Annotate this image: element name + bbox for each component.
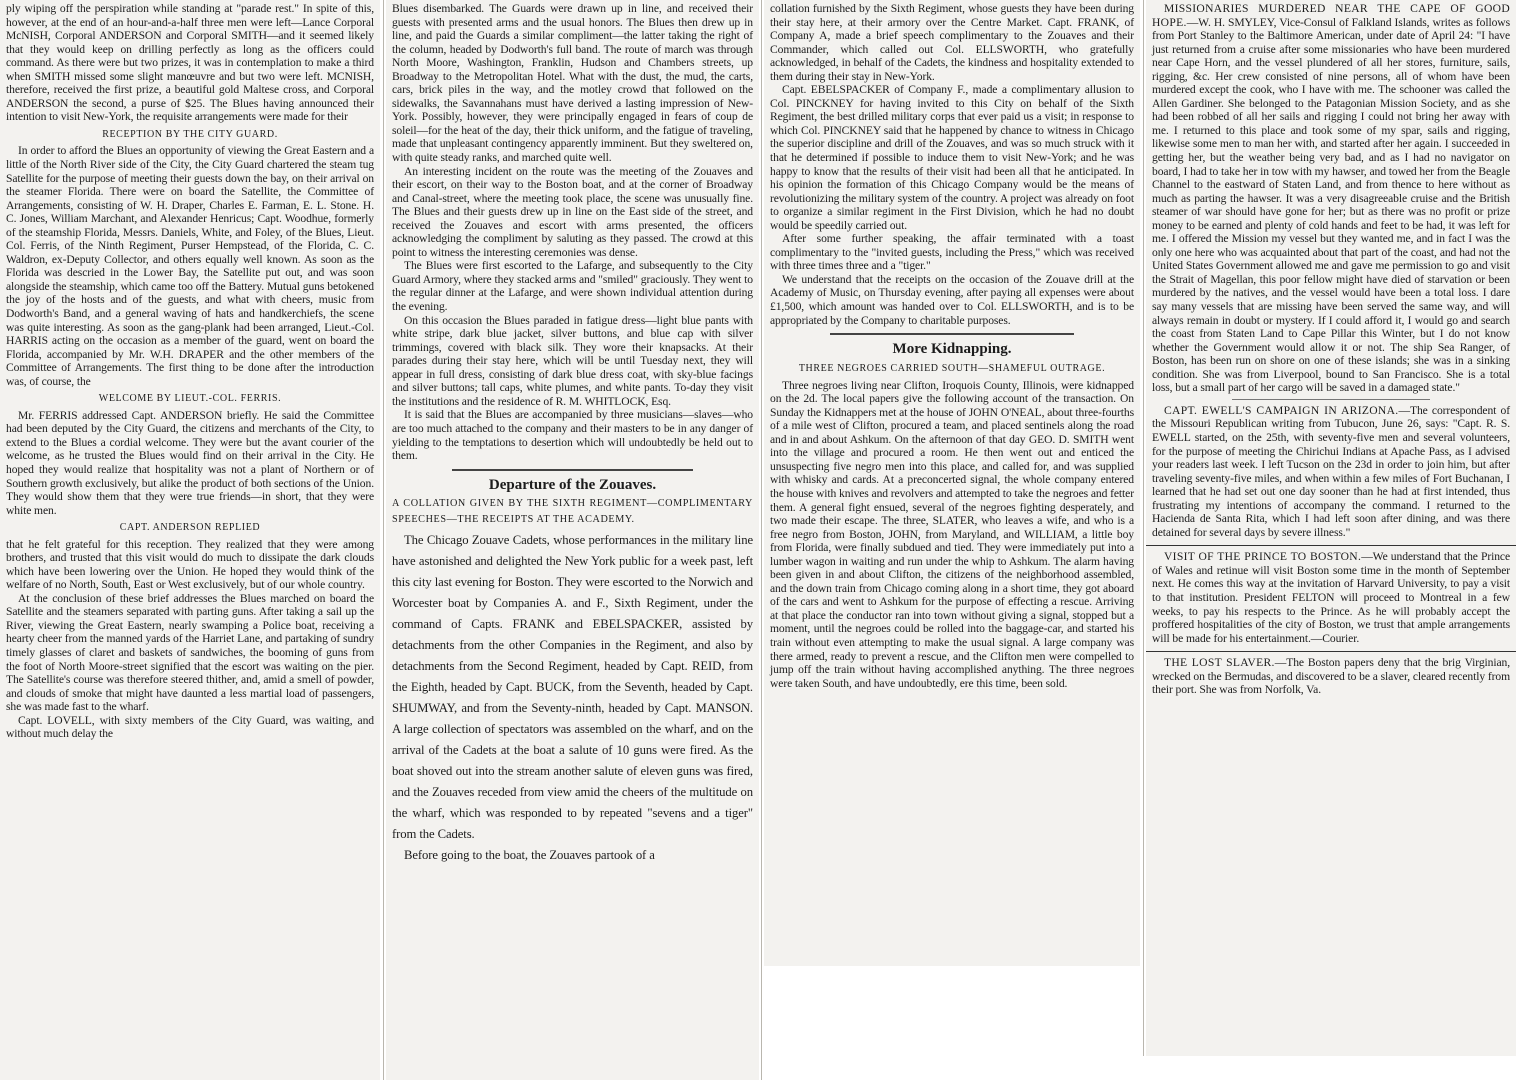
article-paragraph: After some further speaking, the affair terminated with a toast complimentary to the "invited guests, including the Press," which was received with three times three and a "tiger." xyxy=(770,232,1134,273)
article-paragraph: Before going to the boat, the Zouaves partook of a xyxy=(404,847,655,862)
item-title: CAPT. EWELL'S CAMPAIGN IN ARIZONA. xyxy=(1164,403,1399,417)
article-paragraph: collation furnished by the Sixth Regiment, whose guests they have been during their stay here, at their armory over the Centre Market. Capt. FRANK, of Company A, made a brief speech complimentary to the Zouaves and their Commander, which called out Col. ELLSWORTH, who gratefully acknowledged, in behalf of the Cadets, the kindness and hospitality extended to them during their stay in New-York. xyxy=(770,2,1134,83)
article-rule xyxy=(830,333,1074,335)
column-2 xyxy=(386,0,759,1080)
column-3 xyxy=(764,0,1140,966)
article-headline: More Kidnapping. xyxy=(892,341,1012,358)
article-paragraph: ply wiping off the perspiration while standing at "parade rest." In spite of this, however, at the end of an hour-and-a-half three men were left—Lance Corporal McNISH, Corporal ANDERSON and Corporal SMITH—and it seemed likely that they would keep on drilling perfectly as long as the officers could command. As there were but two prizes, it was in contemplation to make a third when SMITH missed some slight manœuvre and but two were left. MCNISH, therefore, received the first prize, a beautiful gold Maltese cross, and Corporal ANDERSON the second, a purse of $25. The Blues having announced their intention to visit New-York, the requisite arrangements were made for their xyxy=(6,2,374,124)
article-deck: A COLLATION GIVEN BY THE SIXTH REGIMENT—COMPLIMENTARY SPEECHES—THE RECEIPTS AT THE ACADEMY. xyxy=(392,497,753,525)
article-paragraph: Capt. LOVELL, with sixty members of the City Guard, was waiting, and without much delay the xyxy=(6,713,374,741)
article-paragraph xyxy=(1152,550,1510,645)
item-text: —The correspondent of the Missouri Republican writing from Tubucon, June 26, says: "Capt. R. S. EWELL started, on the 25th, with seventy-five men and several volunteers, for the purpose of meeting the Chirichui Indians at Apache Pass, as I advised your readers last week. I left Tucson on the 23d in order to join him, but after traveling seventy-five miles, and when within a few miles of Fort Buchanan, I learned that he had set out one day sooner than he had at first intended, thus frustrating my intentions of accompany the command. I returned to the Hacienda de Santa Rita, which I had left soon after dining, and was there detained for several days by severe illness." xyxy=(1152,403,1510,539)
item-text: —W. H. SMYLEY, Vice-Consul of Falkland Islands, writes as follows from Port Stanley to the Baltimore American, under date of April 24: "I have just returned from a cruise after some missionaries who have been murdered near Cape Horn, and the vessel plundered of all her stores, furniture, sails, rigging, &c. Her crew consisted of nine persons, all of whom have been murdered except the cook, who I have with me. The schooner was called the Allen Gardiner. She belonged to the Patagonian Mission Society, and as she had been robbed of all her sails and rigging I could not bring her away with me. I returned to this place and took some of my spar, sails and rigging, likewise some men to man her with, and started after her again. I succeeded in getting her, but the weather being very bad, and as I had no navigator on board, I had to take her in tow with my hawser, and towed her from the Beagle Channel to the eastward of Staten Land, and from thence to here without as much as parting the hawser. It was a very disagreeable cruise and the British steamer of war should have gone for her; but as there was no profit or prize money to be earned and plenty of cold hands and feet to be had, it was left for me. I offered the Mission my vessel but they wanted me, and in fact I was the only one here who was acquainted about that part of the coast, and had not the United States Government allowed me and gave me permission to go and visit the Strait of Magellan, this poor fellow might have died of starvation or been murdered by the natives, and the vessel would have been a total loss. I dare say many vessels that are missing have been served the same way, and will always remain in doubt or mystery. If I could afford it, I would go and search the coast from Staten Land to Cape Pillar this Winter, but I do not know whether the Government would allow it or not. The ship Sea Ranger, of Boston, has been run on shore on one of these islands; she was in a sinking condition. She was from Liverpool, bound to San Francisco. She is a total loss, but a small part of her cargo will be saved in a damaged state." xyxy=(1152,15,1510,395)
article-paragraph: It is said that the Blues are accompanied by three musicians—slaves—who are too much attached to the company and their masters to be in any danger of yielding to the temptations to desertion which will undoubtedly be held out to them. xyxy=(392,408,753,463)
article-paragraph xyxy=(1152,656,1510,697)
article-rule xyxy=(1146,651,1516,652)
item-text: —We understand that the Prince of Wales and retinue will visit Boston some time in the month of September next. He comes this way at the invitation of Harvard University, to pay a visit to that institution. President FELTON will proceed to Montreal in a few weeks, to pay his respects to the Prince. As he will probably accept the proffered hospitalities of the city of Boston, we trust that ample arrangements will be made for his entertainment.—Courier. xyxy=(1152,550,1511,645)
article-rule xyxy=(1146,545,1516,546)
article-paragraph: On this occasion the Blues paraded in fatigue dress—light blue pants with white stripe, dark blue jacket, silver buttons, and blue cap with silver trimmings, covered with black silk. They wore their knapsacks. At their parades during their stay here, which will be until Tuesday next, they will appear in full dress, consisting of dark blue dress coat, with sky-blue facings and silver buttons; tall caps, white plumes, and white pants. To-day they visit the institutions and the residence of R. M. WHITLOCK, Esq. xyxy=(392,313,753,408)
article-paragraph: In order to afford the Blues an opportunity of viewing the Great Eastern and a little of the North River side of the City, the City Guard chartered the steam tug Satellite for the purpose of meeting their guests down the bay, on their arrival on the steamer Florida. There were on board the Satellite, the Committee of Arrangements, consisting of W. H. Draper, Charles E. Farman, E. L. Stone. H. C. Jones, William Marchant, and Alexander Henricus; Capt. Woodhue, formerly of the steamship Florida, Messrs. Daniels, White, and Foley, of the Blues, Lieut. Col. Ferris, of the Ninth Regiment, Purser Hempstead, of the Florida, C. C. Waldron, ex-Deputy Collector, and others equally well known. As soon as the Florida was descried in the Lower Bay, the Satellite put out, and was soon alongside the steamship, which came too off the Battery. Mutual guns betokened the joy of the hosts and of the guests, and what with cheers, music from Dodworth's Band, and a general waving of hats and handkerchiefs, the scene was quite interesting. As soon as the gang-plank had been arranged, Lieut.-Col. HARRIS acting on the occasion as a member of the guard, went on board the Florida, accompanied by Mr. W.H. DRAPER and the other members of the Committee of Arrangements. The first thing to be done after the introduction was, of course, the xyxy=(6,144,374,388)
article-deck: THREE NEGROES CARRIED SOUTH—SHAMEFUL OUTRAGE. xyxy=(798,363,1106,375)
article-paragraph: Blues disembarked. The Guards were drawn up in line, and received their guests with presented arms and the usual honors. The Blues then drew up in line, and paid the Guards a similar compliment—the latter taking the right of the column, headed by Dodworth's full band. The route of march was through North Moore, Washington, Franklin, Hudson and Chambers streets, up Broadway to the Metropolitan Hotel. What with the dust, the mud, the carts, cars, brick piles in the way, and the motley crowd that followed on the sidewalks, the Savannahans must have derived a lasting impression of New-York. Possibly, however, they were principally engaged in fears of coup de soleil—for the heat of the day, their thick uniform, and the fatigue of traveling, made that unpleasant contingency apparently imminent. But they sweltered on, with quite steady ranks, and marched quite well. xyxy=(392,2,753,165)
article-paragraph: Three negroes living near Clifton, Iroquois County, Illinois, were kidnapped on the 2d. The local papers give the following account of the transaction. On Sunday the Kidnappers met at the house of JOHN O'NEAL, about three-fourths of a mile west of Clifton, procured a team, and placed sentinels along the road and in and about Ashkum. On the afternoon of that day GEO. D. SMITH went into the village and procured a room. He then went out and enticed the unsuspecting five negro men into this place, and called for, and was supplied with whisky and cards. At a preconcerted signal, the whole company entered the house with knives and revolvers and attempted to take the negroes and fetter them. A general fight ensued, several of the negroes fighting desperately, and two made their escape. The three, SLATER, who leaves a wife, and who is a free negro from Boston, JOHN, from Maryland, and WILLIAM, a little boy from Florida, were finally subdued and tied. They were immediately put into a lumber wagon in waiting and run under the whip to Ashkum. The alarm having been given in and about Clifton, the citizens of the neighborhood assembled, and the down train from Chicago coming along in a short time, they got aboard of the cars and went to Ashkum for the purpose of effecting a rescue. Arriving at that place the conductor ran into town without giving a signal, stopped but a moment, until the negroes could be rolled into the baggage-car, and started his train without even attempting to make the usual signal. A large company was there armed, ready to prevent a rescue, and the Clifton men were compelled to jump off the train without having accomplished anything. The three negroes were taken South, and have undoubtedly, ere this time, been sold. xyxy=(770,378,1134,690)
article-paragraph xyxy=(1152,404,1510,539)
item-title: VISIT OF THE PRINCE TO BOSTON. xyxy=(1164,550,1362,564)
section-subhead: CAPT. ANDERSON REPLIED xyxy=(119,522,261,534)
article-paragraph: The Chicago Zouave Cadets, whose performances in the military line have astonished and delighted the New York public for a week past, left this city last evening for Boston. They were escorted to the Norwich and Worcester boat by Companies A. and F., Sixth Regiment, under the command of Capts. FRANK and EBELSPACKER, assisted by detachments from the other Companies in the Regiment, and also by detachments from the Second Regiment, headed by Capt. REID, from the Eighth, headed by Capt. BUCK, from the Seventh, headed by Capt. SHUMWAY, and from the Seventy-ninth, headed by Capt. MANSON. A large collection of spectators was assembled on the wharf, and on the arrival of the Cadets at the boat a salute of 10 guns were fired. As the boat shoved out into the stream another salute of eleven guns was fired, and the Zouaves receded from view amid the cheers of the multitude on the wharf, which was responded to by repeated "sevens and a tiger" from the Cadets. xyxy=(392,532,753,841)
column-1 xyxy=(0,0,380,1080)
article-rule xyxy=(1232,399,1430,400)
item-title: MISSIONARIES MURDERED NEAR THE CAPE OF GOOD HOPE. xyxy=(1152,2,1510,29)
article-paragraph: The Blues were first escorted to the Lafarge, and subsequently to the City Guard Armory, where they stacked arms and "smiled" graciously. They went to the regular dinner at the Lafarge, and were shown individual attention during the evening. xyxy=(392,259,753,314)
column-divider xyxy=(383,0,384,1080)
item-text: —The Boston papers deny that the brig Virginian, wrecked on the Bermudas, and discovered to be a slaver, cleared recently from their port. She was from Norfolk, Va. xyxy=(1152,656,1510,697)
section-subhead: RECEPTION BY THE CITY GUARD. xyxy=(102,128,278,140)
article-paragraph: that he felt grateful for this reception. They realized that they were among brothers, and trusted that this visit would do much to dissipate the dark clouds which have been lowering over the Union. He hoped they would think of the welfare of no North, South, East or West exclusively, but of our whole country. xyxy=(6,537,374,592)
column-4 xyxy=(1146,0,1516,1056)
section-subhead: WELCOME BY LIEUT.-COL. FERRIS. xyxy=(98,393,282,405)
article-paragraph: Mr. FERRIS addressed Capt. ANDERSON briefly. He said the Committee had been deputed by the City Guard, the citizens and merchants of the City, to extend to the Blues a cordial welcome. They were but the avant courier of the welcome, as he trusted the Blues would find on their arrival in the City. He hoped they would realize that hospitality was not a plant of Northern or of Southern growth exclusively, but alike the product of both sections of the Union. They would show them that they were true friends—in short, that they were white men. xyxy=(6,408,374,517)
column-divider xyxy=(761,0,762,1080)
article-headline: Departure of the Zouaves. xyxy=(488,476,657,493)
article-rule xyxy=(452,469,693,471)
column-divider xyxy=(1143,0,1144,1056)
article-paragraph xyxy=(1152,2,1510,395)
article-paragraph: An interesting incident on the route was the meeting of the Zouaves and their escort, on their way to the Boston boat, and at the corner of Broadway and Canal-street, where the meeting took place, the scene was unusually fine. The Blues and their guests drew up in line on the East side of the street, and received the Zouaves and escort with arms presented, the officers acknowledging the compliment by saluting as they passed. The crowd at this point to witness the interesting ceremonies was dense. xyxy=(392,164,753,259)
article-paragraph: Capt. EBELSPACKER of Company F., made a complimentary allusion to Col. PINCKNEY for having invited to this City on behalf of the Sixth Regiment, the best drilled military corps that ever paid us a visit; in response to which Col. PINCKNEY said that he happened by chance to witness in Chicago the superior discipline and drill of the Zouaves, and was so much struck with it that he determined if possible to induce them to visit New-York; and he was happy to know that the results of their visit had been all that he anticipated. In his opinion the formation of this Chicago Company would be the means of revolutionizing the military system of the country. A project was already on foot to organize a similar regiment in the First Division, which he had no doubt would be speedily carried out. xyxy=(770,83,1134,232)
article-paragraph: We understand that the receipts on the occasion of the Zouave drill at the Academy of Music, on Thursday evening, after paying all expenses were about £1,500, which amount was handed over to Col. ELLSWORTH, and is to be appropriated by the Company to charitable purposes. xyxy=(770,272,1134,327)
item-title: THE LOST SLAVER. xyxy=(1164,656,1275,670)
article-paragraph: At the conclusion of these brief addresses the Blues marched on board the Satellite and the steamers separated with parting guns. After taking a sail up the River, viewing the Great Eastern, nearly swamping a Police boat, receiving a hearty cheer from the manned yards of the Harriet Lane, and partaking of sundry timely glasses of claret and baskets of sandwiches, the booming of guns from the foot of North Moore-street signified that the escort was waiting on the pier. The Satellite's course was therefore steered thither, and, amid a smell of powder, and clouds of smoke that might have daunted a less martial load of passengers, she was made fast to the wharf. xyxy=(6,591,374,714)
